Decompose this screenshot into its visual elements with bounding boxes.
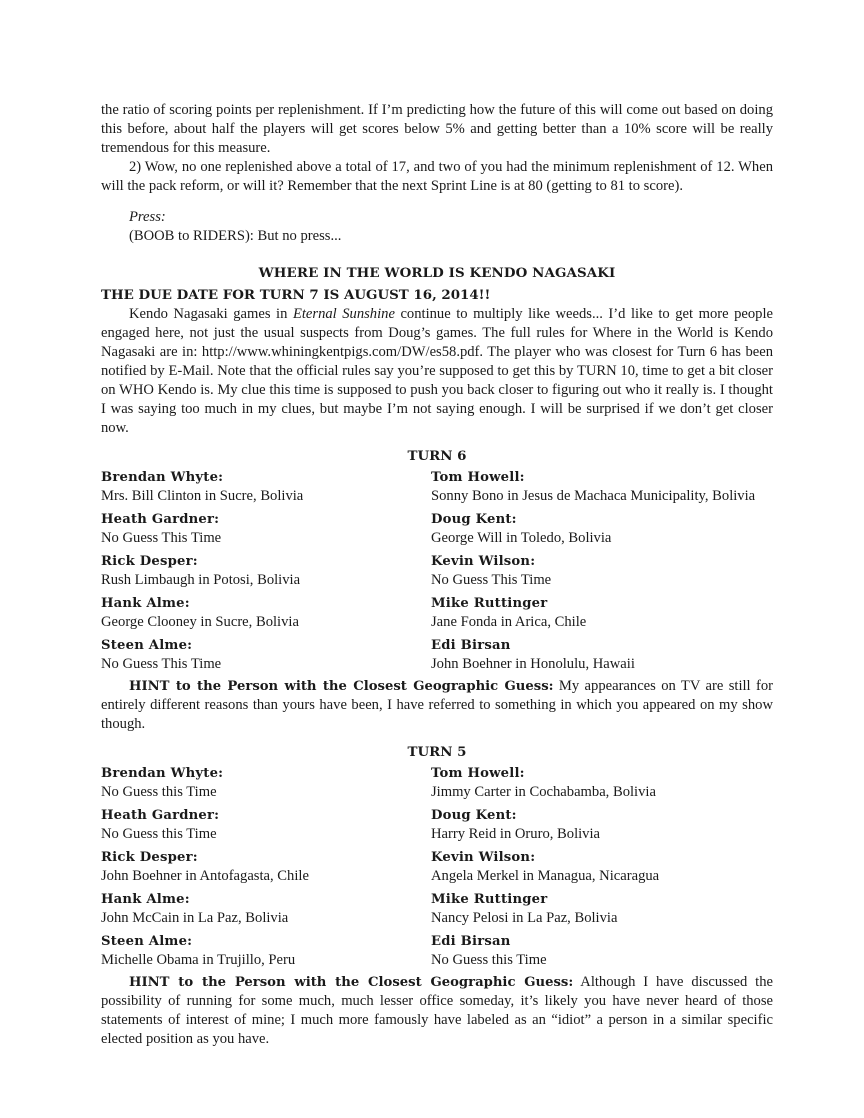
intro-paragraph-1: the ratio of scoring points per replenishment. If I’m predicting how the future of this will come out based on doing this before, about half the players will get scores below 5% and getting better than a 10% score will be really tremendous for this measure. [101, 102, 773, 156]
player-name: Edi Birsan [431, 934, 511, 949]
player-guess: No Guess This Time [101, 530, 222, 546]
player-guess: No Guess this Time [431, 952, 547, 968]
press-text: (BOOB to RIDERS): But no press... [129, 228, 342, 244]
player-name: Brendan Whyte: [101, 470, 224, 485]
guess-entry [431, 890, 773, 928]
player-guess: No Guess this Time [101, 784, 217, 800]
guess-entry [101, 510, 431, 548]
guess-entry [431, 594, 773, 632]
game-title: Eternal Sunshine [292, 306, 395, 322]
player-name: Steen Alme: [101, 934, 193, 949]
player-guess: George Clooney in Sucre, Bolivia [101, 614, 299, 630]
section-intro-rest: continue to multiply like weeds... I’d like to get more people engaged here, not just the usual suspects from Doug’s games. The full rules for Where in the World is Kendo Nagasaki are in: http://www.whiningkentpigs.com/DW/es58.pdf. The player who was closest for Turn 6 has been notified by E-Mail. Note that the official rules say you’re supposed to get this by TURN 10, time to get a bit closer on WHO Kendo is. My clue this time is supposed to push you back closer to figuring out who it really is. I thought I was saying too much in my clues, but maybe I’m not saying enough. I will be surprised if we don’t get closer now. [101, 306, 774, 436]
player-name: Hank Alme: [101, 892, 190, 907]
guess-entry [431, 932, 773, 970]
intro-paragraph-2: 2) Wow, no one replenished above a total of 17, and two of you had the minimum replenishment of 12. When will the pack reform, or will it? Remember that the next Sprint Line is at 80 (getting to 81 to score). [101, 159, 773, 194]
player-name: Steen Alme: [101, 638, 193, 653]
player-guess: No Guess This Time [101, 656, 222, 672]
press-section [101, 208, 773, 246]
hint-text: Although I have discussed the possibility of running for some much, much lesser office someday, it’s likely you have never heard of those statements of interest of mine; I much more famously have labeled as an “idiot” a person in a similar specific elected position as you have. [101, 974, 773, 1047]
player-name: Hank Alme: [101, 596, 190, 611]
hint-paragraph [101, 677, 773, 734]
guess-entry [101, 552, 431, 590]
player-guess: Jimmy Carter in Cochabamba, Bolivia [431, 784, 656, 800]
player-guess: Nancy Pelosi in La Paz, Bolivia [431, 910, 618, 926]
hint-label: HINT to the Person with the Closest Geographic Guess: [129, 975, 574, 990]
guess-entry [101, 806, 431, 844]
press-label: Press: [129, 209, 166, 225]
player-name: Brendan Whyte: [101, 766, 224, 781]
player-guess: Mrs. Bill Clinton in Sucre, Bolivia [101, 488, 304, 504]
due-date-heading: THE DUE DATE FOR TURN 7 IS AUGUST 16, 2014!! [101, 287, 491, 303]
document-page [101, 101, 773, 1049]
turn-heading: TURN 6 [407, 448, 467, 464]
player-name: Tom Howell: [431, 766, 525, 781]
guess-entry [101, 594, 431, 632]
player-guess: John Boehner in Honolulu, Hawaii [431, 656, 635, 672]
hint-paragraph [101, 973, 773, 1049]
guess-entry [101, 636, 431, 674]
player-name: Doug Kent: [431, 808, 517, 823]
player-name: Mike Ruttinger [431, 892, 548, 907]
guess-entry [101, 932, 431, 970]
player-guess: John McCain in La Paz, Bolivia [101, 910, 289, 926]
guess-entry [431, 806, 773, 844]
guess-entry [431, 468, 773, 506]
player-guess: Michelle Obama in Trujillo, Peru [101, 952, 296, 968]
player-guess: Harry Reid in Oruro, Bolivia [431, 826, 601, 842]
player-name: Heath Gardner: [101, 808, 220, 823]
guess-entry [101, 890, 431, 928]
player-guess: Rush Limbaugh in Potosi, Bolivia [101, 572, 301, 588]
guess-entry [431, 552, 773, 590]
player-guess: No Guess this Time [101, 826, 217, 842]
section-intro [101, 305, 773, 438]
player-name: Kevin Wilson: [431, 554, 536, 569]
hint-text: My appearances on TV are still for entirely different reasons than yours have been, I have referred to something in which you appeared on my show though. [101, 678, 774, 732]
player-guess: John Boehner in Antofagasta, Chile [101, 868, 309, 884]
guess-entry [431, 510, 773, 548]
guess-entry [431, 764, 773, 802]
player-guess: Angela Merkel in Managua, Nicaragua [431, 868, 660, 884]
guess-entry [431, 636, 773, 674]
turn-heading: TURN 5 [407, 744, 467, 760]
guess-grid [101, 468, 773, 674]
player-name: Rick Desper: [101, 850, 198, 865]
guess-grid [101, 764, 773, 970]
player-name: Mike Ruttinger [431, 596, 548, 611]
player-name: Rick Desper: [101, 554, 198, 569]
player-name: Tom Howell: [431, 470, 525, 485]
section-title: WHERE IN THE WORLD IS KENDO NAGASAKI [258, 265, 616, 281]
player-guess: Sonny Bono in Jesus de Machaca Municipality, Bolivia [431, 488, 756, 504]
player-name: Kevin Wilson: [431, 850, 536, 865]
section-intro-start: Kendo Nagasaki games in [129, 306, 293, 322]
player-guess: George Will in Toledo, Bolivia [431, 530, 612, 546]
guess-entry [101, 468, 431, 506]
player-guess: No Guess This Time [431, 572, 552, 588]
hint-label: HINT to the Person with the Closest Geographic Guess: [129, 679, 554, 694]
player-name: Doug Kent: [431, 512, 517, 527]
player-name: Heath Gardner: [101, 512, 220, 527]
player-name: Edi Birsan [431, 638, 511, 653]
guess-entry [101, 848, 431, 886]
guess-entry [101, 764, 431, 802]
player-guess: Jane Fonda in Arica, Chile [431, 614, 587, 630]
guess-entry [431, 848, 773, 886]
